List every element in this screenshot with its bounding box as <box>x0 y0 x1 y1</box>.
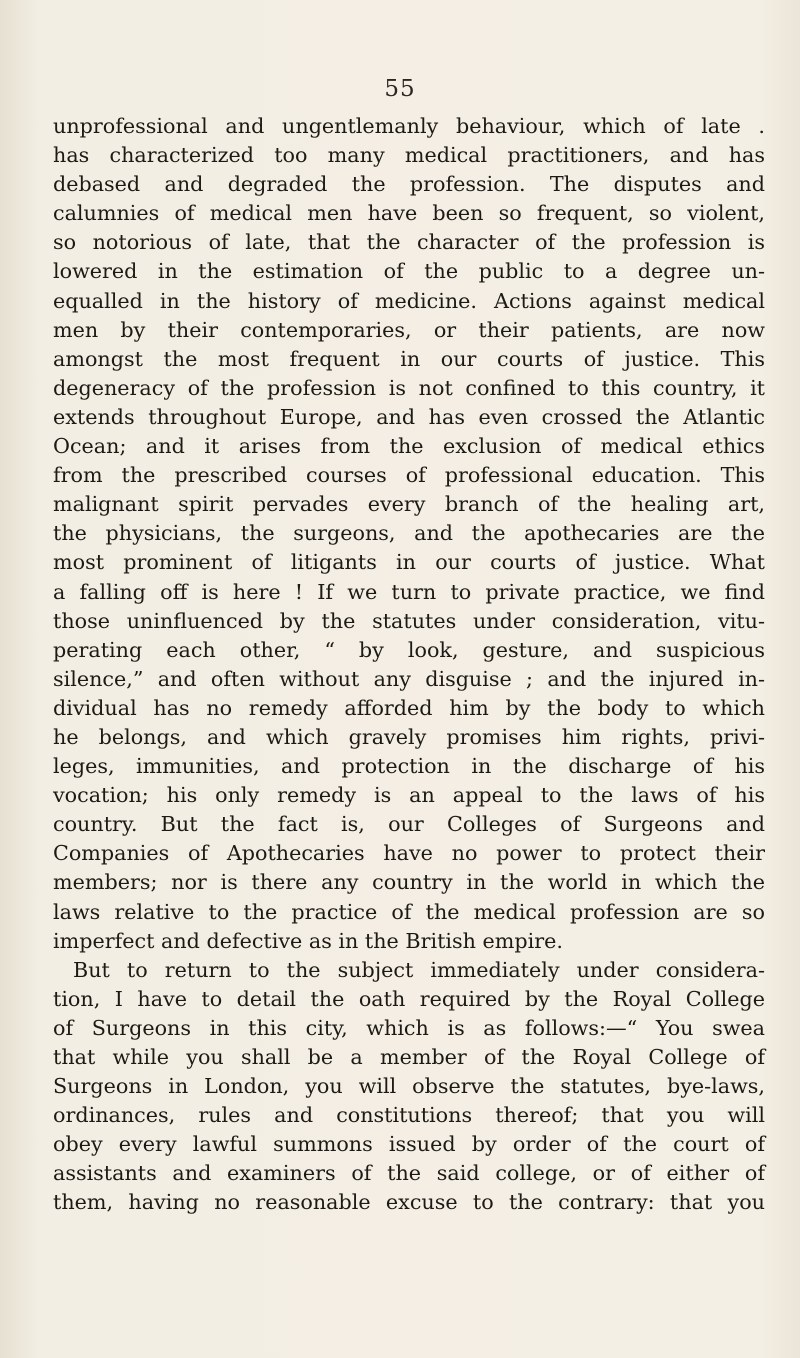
text-line: country. But the fact is, our Colleges of Surgeons and <box>53 812 765 837</box>
text-line: debased and degraded the profession. The disputes and <box>53 172 765 197</box>
text-line: those uninfluenced by the statutes under consideration, vitu- <box>53 608 765 633</box>
text-line: malignant spirit pervades every branch of the healing art, <box>53 492 765 517</box>
text-line: Ocean; and it arises from the exclusion of medical ethics <box>53 434 765 459</box>
text-line: most prominent of litigants in our courts of justice. What <box>53 550 765 575</box>
text-line: them, having no reasonable excuse to the contrary: that you <box>53 1190 765 1215</box>
text-line: unprofessional and ungentlemanly behaviour, which of late . <box>53 114 765 138</box>
text-line: men by their contemporaries, or their patients, are now <box>53 317 765 342</box>
page-number: 55 <box>384 76 416 102</box>
text-line: a falling off is here ! If we turn to private practice, we find <box>53 579 765 604</box>
text-line: lowered in the estimation of the public to a degree un- <box>53 259 765 284</box>
text-line: equalled in the history of medicine. Actions against medical <box>53 288 765 313</box>
text-line: so notorious of late, that the character of the profession is <box>53 230 765 255</box>
text-line: obey every lawful summons issued by order of the court of <box>53 1132 765 1157</box>
text-line: But to return to the subject immediately under considera- <box>73 957 765 982</box>
text-line: amongst the most frequent in our courts of justice. This <box>53 346 765 371</box>
text-line: ordinances, rules and constitutions thereof; that you will <box>53 1103 765 1128</box>
text-line: from the prescribed courses of professional education. This <box>53 463 765 488</box>
text-line: leges, immunities, and protection in the discharge of his <box>53 754 765 779</box>
text-line: Companies of Apothecaries have no power to protect their <box>53 841 765 866</box>
text-line: dividual has no remedy afforded him by the body to which <box>53 695 765 720</box>
text-line: silence,” and often without any disguise ; and the injured in- <box>53 666 765 691</box>
text-line: assistants and examiners of the said college, or of either of <box>53 1161 765 1186</box>
text-line: calumnies of medical men have been so frequent, so violent, <box>53 201 765 226</box>
text-line: has characterized too many medical practitioners, and has <box>53 143 765 168</box>
text-line: he belongs, and which gravely promises him rights, privi- <box>53 724 765 749</box>
text-line: Surgeons in London, you will observe the statutes, bye-laws, <box>53 1074 765 1099</box>
text-line: tion, I have to detail the oath required by the Royal College <box>53 986 765 1011</box>
text-line: extends throughout Europe, and has even crossed the Atlantic <box>53 404 765 429</box>
text-line: that while you shall be a member of the Royal College of <box>53 1045 765 1069</box>
text-line: perating each other, “ by look, gesture, and suspicious <box>53 637 765 662</box>
text-line: laws relative to the practice of the medical profession are so <box>53 899 765 924</box>
text-line: the physicians, the surgeons, and the apothecaries are the <box>53 521 765 546</box>
text-line: vocation; his only remedy is an appeal to the laws of his <box>53 783 765 808</box>
text-line: of Surgeons in this city, which is as follows:—“ You swea <box>53 1015 765 1040</box>
body-text <box>53 112 765 1218</box>
text-line: members; nor is there any country in the world in which the <box>53 870 765 895</box>
text-line: degeneracy of the profession is not confined to this country, it <box>53 375 765 400</box>
text-line: imperfect and defective as in the British empire. <box>53 928 563 953</box>
